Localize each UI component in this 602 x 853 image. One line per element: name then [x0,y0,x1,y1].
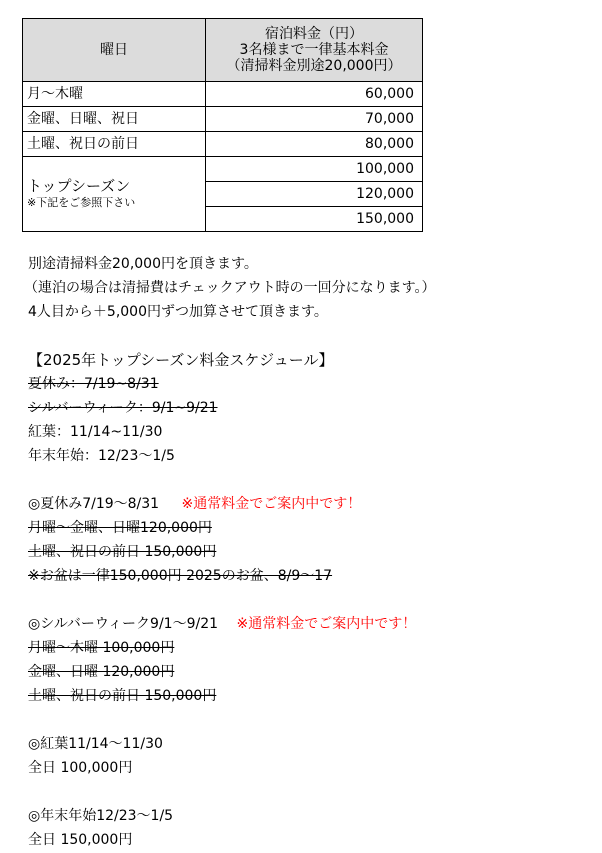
table-row [23,157,423,182]
row-label: 月～木曜 [23,82,206,107]
row-price: 150,000 [206,207,423,232]
note-cleaning: 別途清掃料金20,000円を頂きます。 [28,256,258,272]
header-day: 曜日 [23,19,206,82]
header-price-line: （清掃料金別途20,000円） [226,58,402,75]
note-extra-person: 4人目から＋5,000円ずつ加算させて頂きます。 [28,304,328,320]
newyear-line: 全日 150,000円 [28,832,133,848]
top-season-label: トップシーズン [27,177,131,196]
summer-line: 月曜～金曜、日曜120,000円 [28,520,212,536]
silver-title [28,614,416,634]
schedule-title: 【2025年トップシーズン料金スケジュール】 [28,351,334,369]
summer-title [28,494,361,514]
table-row [23,82,423,107]
row-price: 70,000 [206,107,423,132]
summer-title-text: ◎夏休み7/19～8/31 [28,496,160,512]
top-season-cell [23,157,206,232]
schedule-silver: シルバーウィーク：9/1~9/21 [28,400,218,416]
schedule-autumn: 紅葉：11/14~11/30 [28,424,163,440]
header-price-line: 3名様まで一律基本料金 [239,41,389,58]
summer-line: ※お盆は一律150,000円 2025のお盆、8/9～17 [28,568,333,584]
row-price: 60,000 [206,82,423,107]
top-season-note: ※下記をご参照下さい [27,196,136,210]
table-row [23,107,423,132]
row-price: 120,000 [206,182,423,207]
schedule-newyear: 年末年始：12/23～1/5 [28,448,175,464]
row-label: 金曜、日曜、祝日 [23,107,206,132]
table-row [23,132,423,157]
note-consecutive: （連泊の場合は清掃費はチェックアウト時の一回分になります。） [24,280,436,296]
schedule-summer: 夏休み：7/19~8/31 [28,376,159,392]
silver-line: 土曜、祝日の前日 150,000円 [28,688,217,704]
silver-notice: ※通常料金でご案内中です！ [236,616,417,632]
summer-line: 土曜、祝日の前日 150,000円 [28,544,217,560]
row-price: 100,000 [206,157,423,182]
header-price [206,19,423,82]
row-label: 土曜、祝日の前日 [23,132,206,157]
table-header-row [23,19,423,82]
silver-line: 月曜～木曜 100,000円 [28,640,175,656]
silver-title-text: ◎シルバーウィーク9/1～9/21 [28,616,219,632]
newyear-title: ◎年末年始12/23～1/5 [28,808,174,824]
autumn-title: ◎紅葉11/14～11/30 [28,736,163,752]
summer-notice: ※通常料金でご案内中です！ [181,496,362,512]
silver-line: 金曜、日曜 120,000円 [28,664,175,680]
autumn-line: 全日 100,000円 [28,760,133,776]
price-table [22,18,423,232]
header-price-line: 宿泊料金（円） [265,25,363,42]
row-price: 80,000 [206,132,423,157]
